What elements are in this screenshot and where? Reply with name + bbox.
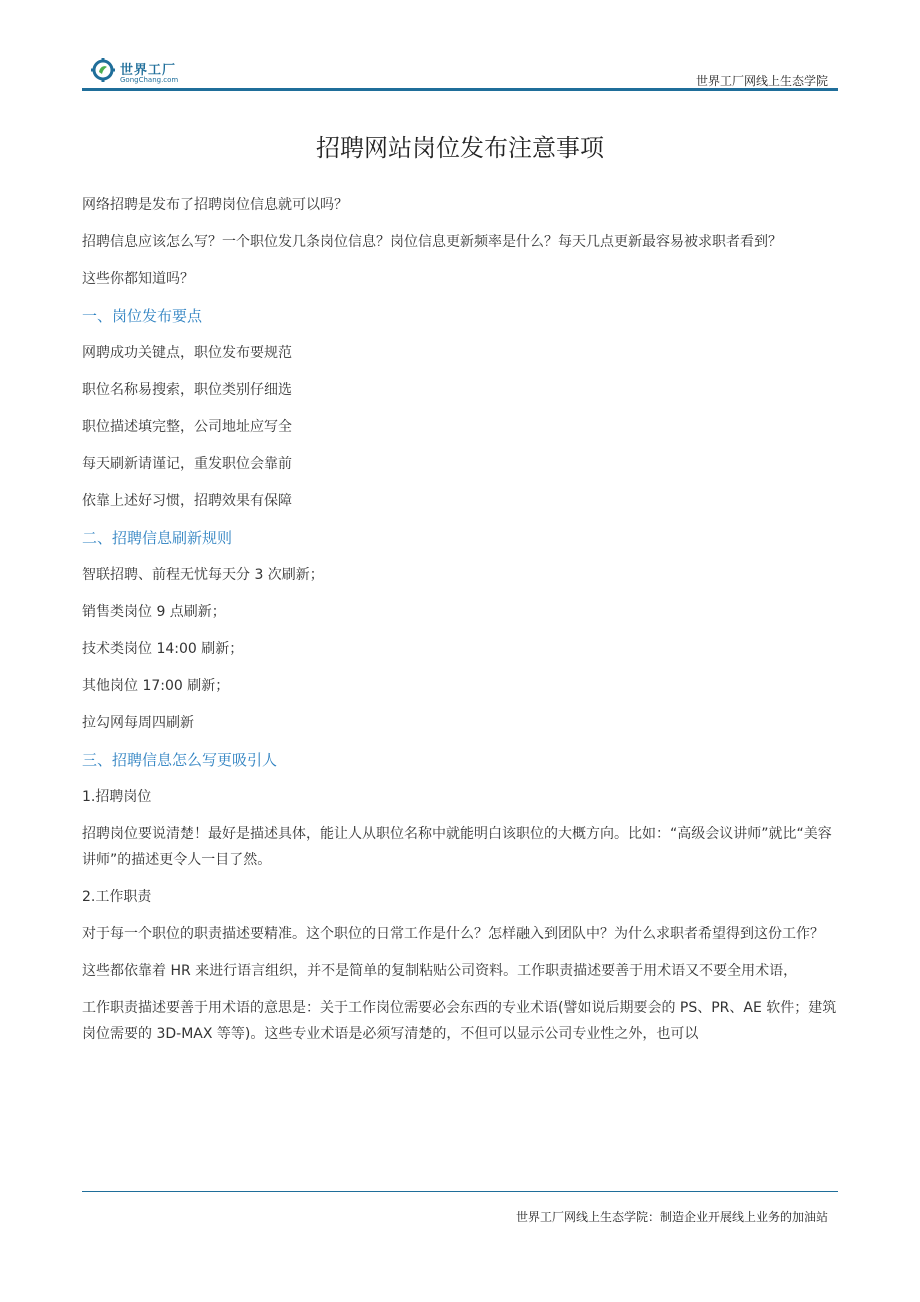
paragraph: 1.招聘岗位	[82, 789, 152, 805]
paragraph: 招聘信息应该怎么写？一个职位发几条岗位信息？岗位信息更新频率是什么？每天几点更新最容易被求职者看到？	[82, 234, 782, 250]
paragraph: 职位描述填完整，公司地址应写全	[82, 419, 292, 435]
paragraph: 其他岗位 17:00 刷新；	[82, 678, 230, 694]
footer-text: 世界工厂网线上生态学院：制造企业开展线上业务的加油站	[515, 1210, 828, 1224]
paragraph: 每天刷新请谨记，重发职位会靠前	[82, 456, 292, 472]
paragraph: 招聘岗位要说清楚！最好是描述具体，能让人从职位名称中就能明白该职位的大概方向。比如：“高级会议讲师”就比“美容讲师”的描述更令人一目了然。	[82, 826, 832, 868]
paragraph: 智联招聘、前程无忧每天分 3 次刷新；	[82, 567, 324, 583]
section-heading: 二、招聘信息刷新规则	[82, 529, 233, 547]
paragraph: 销售类岗位 9 点刷新；	[82, 604, 226, 620]
logo-subtext: GongChang.com	[120, 76, 179, 84]
paragraph: 2.工作职责	[82, 889, 152, 905]
logo-text: 世界工厂	[120, 63, 177, 78]
header-title: 世界工厂网线上生态学院	[695, 74, 828, 88]
document-body	[82, 192, 838, 1058]
document-title: 招聘网站岗位发布注意事项	[316, 134, 604, 162]
section-heading: 一、岗位发布要点	[82, 307, 203, 325]
gear-logo-icon	[90, 56, 116, 82]
logo	[90, 56, 200, 88]
paragraph: 对于每一个职位的职责描述要精准。这个职位的日常工作是什么？怎样融入到团队中？为什么求职者希望得到这份工作？	[82, 926, 824, 942]
section-heading: 三、招聘信息怎么写更吸引人	[82, 751, 278, 769]
paragraph: 这些你都知道吗？	[82, 271, 194, 287]
footer-divider	[82, 1191, 838, 1192]
paragraph: 网络招聘是发布了招聘岗位信息就可以吗？	[82, 197, 348, 213]
header-divider	[82, 88, 838, 91]
paragraph: 工作职责描述要善于用术语的意思是：关于工作岗位需要必会东西的专业术语(譬如说后期要会的 PS、PR、AE 软件；建筑岗位需要的 3D-MAX 等等)。这些专业术语是必须写清楚的，不但可以显示公司专业性之外，也可以	[82, 1000, 837, 1042]
paragraph: 拉勾网每周四刷新	[82, 715, 194, 731]
paragraph: 技术类岗位 14:00 刷新；	[82, 641, 244, 657]
paragraph: 网聘成功关键点，职位发布要规范	[82, 345, 292, 361]
paragraph: 依靠上述好习惯，招聘效果有保障	[82, 493, 292, 509]
paragraph: 职位名称易搜索，职位类别仔细选	[82, 382, 292, 398]
paragraph: 这些都依靠着 HR 来进行语言组织，并不是简单的复制粘贴公司资料。工作职责描述要善于用术语又不要全用术语，	[82, 963, 798, 979]
